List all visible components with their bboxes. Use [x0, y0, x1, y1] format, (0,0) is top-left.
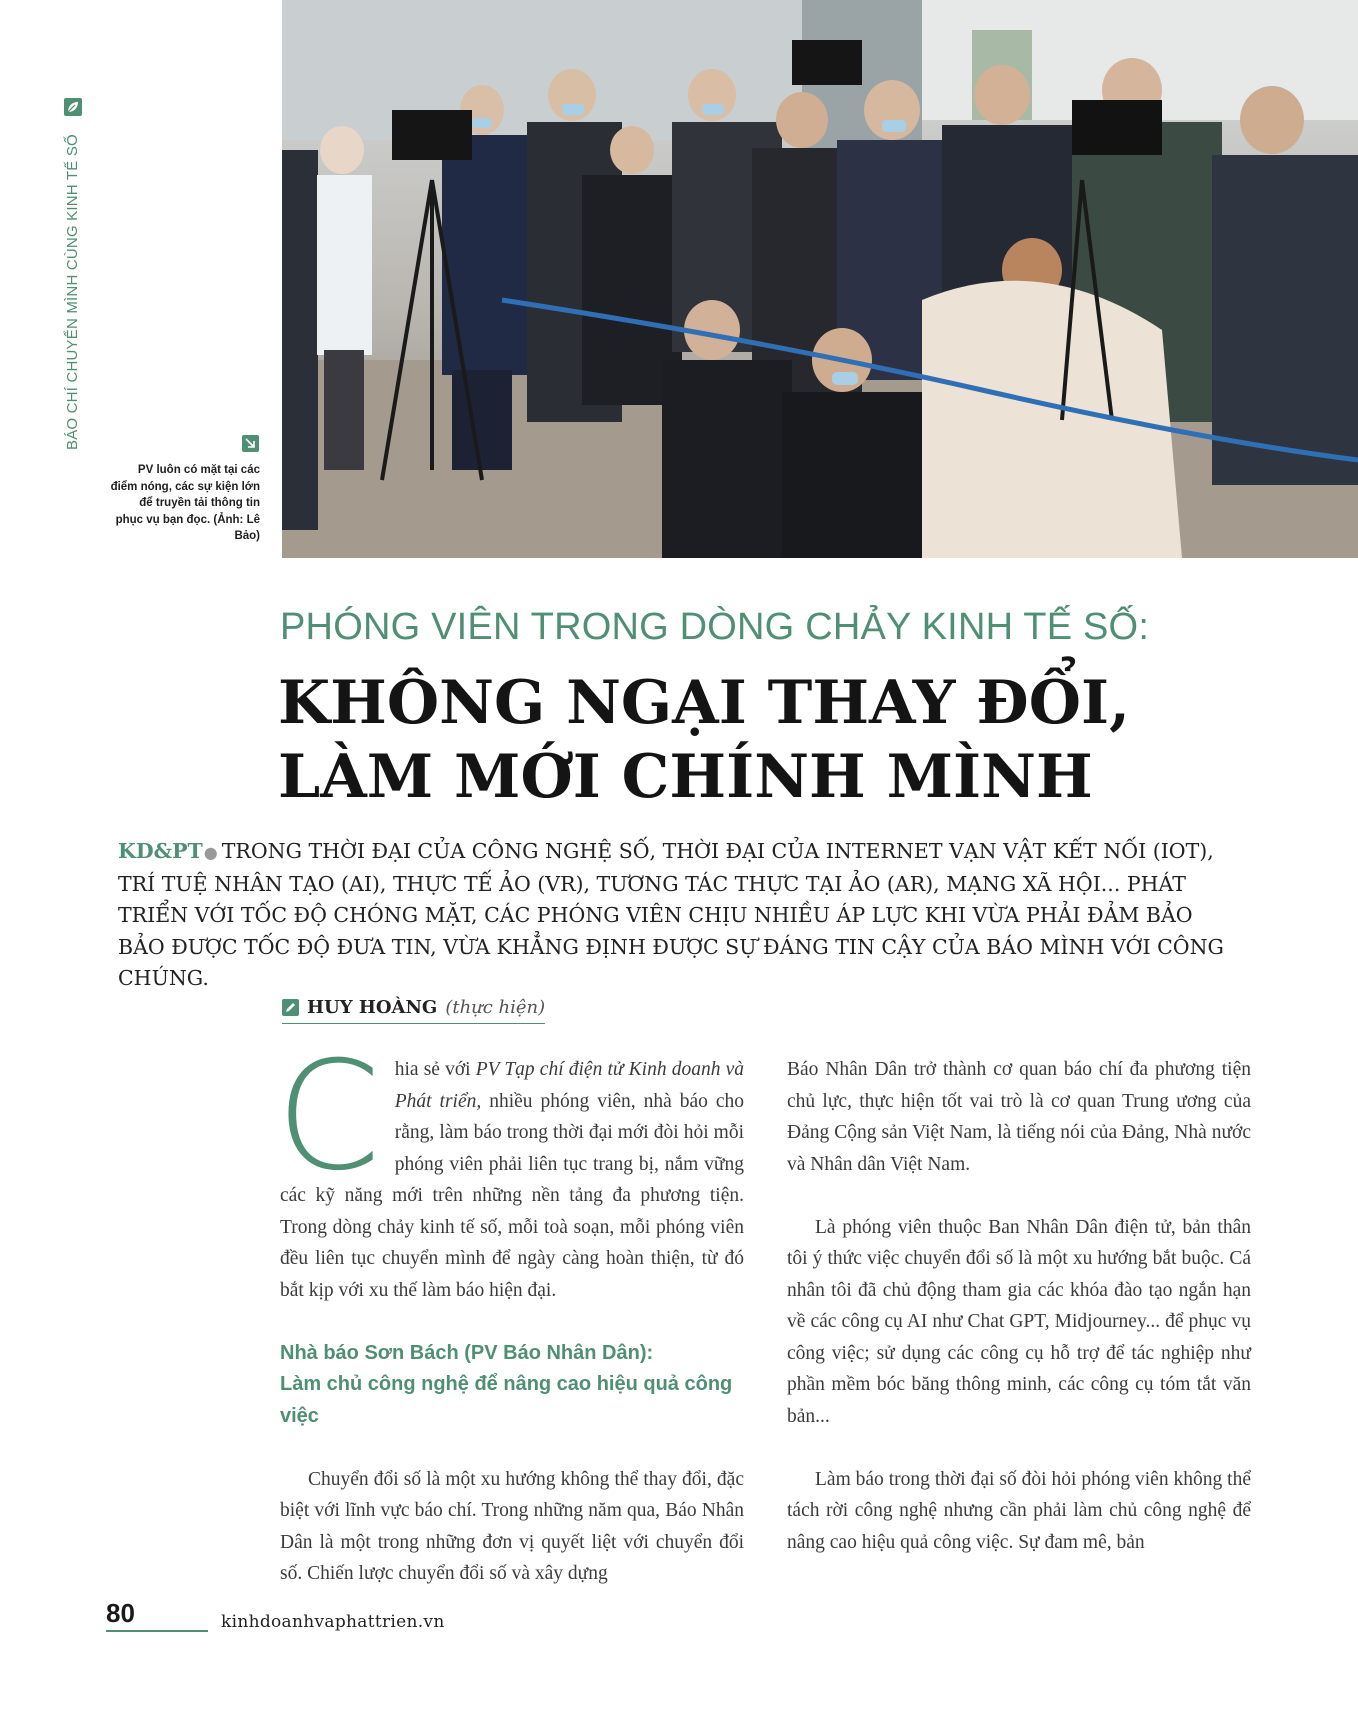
intro-rest: nhiều phóng viên, nhà báo cho rằng, làm báo trong thời đại mới đòi hỏi mỗi phóng viên phải liên tục trang bị, nắm vững các kỹ năng mới trên những nền tảng đa phương tiện. Trong dòng chảy kinh tế số, mỗi toà soạn, mỗi phóng viên đều liên tục chuyển mình để ngày càng hoàn thiện, từ đó bắt kịp với xu thế làm báo hiện đại.	[280, 1090, 744, 1301]
bullet-dot-icon: ●	[203, 843, 218, 862]
author-name: HUY HOÀNG	[307, 996, 438, 1018]
news-photo	[282, 0, 1358, 558]
intro-italic: PV Tạp chí điện tử Kinh doanh và Phát triển,	[394, 1059, 745, 1112]
press-crowd-photo	[282, 0, 1358, 558]
publication-tag: KD&PT	[118, 839, 203, 863]
intro-paragraph	[276, 1030, 745, 1306]
leaf-icon	[64, 98, 82, 116]
body-paragraph-2: Chuyển đổi số là một xu hướng không thể thay đổi, đặc biệt với lĩnh vực báo chí. Trong những năm qua, Báo Nhân Dân là một trong những đơn vị quyết liệt với chuyển đổi số. Chiến lược chuyển đổi số và xây dựng	[280, 1468, 744, 1584]
headline-line-1: KHÔNG NGẠI THAY ĐỔI,	[278, 668, 1130, 738]
drop-cap: C	[276, 1030, 381, 1204]
body-paragraph-5: Làm báo trong thời đại số đòi hỏi phóng viên không thể tách rời công nghệ nhưng cần phải làm chủ công nghệ để nâng cao hiệu quả công việc. Sự đam mê, bản	[787, 1468, 1251, 1553]
article-column-left	[276, 1030, 745, 1590]
body-paragraph-4: Là phóng viên thuộc Ban Nhân Dân điện tử, bản thân tôi ý thức việc chuyển đổi số là một xu hướng bắt buộc. Cá nhân tôi đã chủ động tham gia các khóa đào tạo ngắn hạn về các công cụ AI như Chat GPT, Midjourney... để phục vụ công việc; sử dụng các công cụ hỗ trợ để tác nghiệp như phần mềm bóc băng thông minh, các công cụ tóm tắt văn bản...	[787, 1216, 1251, 1427]
photo-caption: PV luôn có mặt tại các điểm nóng, các sự kiện lớn để truyền tải thông tin phục vụ bạn đọc. (Ảnh: Lê Bảo)	[110, 464, 260, 542]
lead-paragraph	[118, 836, 1228, 995]
subhead-line-2: Làm chủ công nghệ để nâng cao hiệu quả công việc	[280, 1373, 733, 1427]
page-number: 80	[106, 1598, 135, 1628]
headline-kicker: PHÓNG VIÊN TRONG DÒNG CHẢY KINH TẾ SỐ:	[280, 606, 1150, 648]
section-tag: BÁO CHÍ CHUYỂN MÌNH CÙNG KINH TẾ SỐ	[64, 134, 81, 450]
body-paragraph-3: Báo Nhân Dân trở thành cơ quan báo chí đa phương tiện chủ lực, thực hiện tốt vai trò là cơ quan Trung ương của Đảng Cộng sản Việt Nam, là tiếng nói của Đảng, Nhà nước và Nhân dân Việt Nam.	[787, 1059, 1251, 1175]
website-url[interactable]: kinhdoanhvaphattrien.vn	[221, 1612, 445, 1632]
headline-line-2: LÀM MỚI CHÍNH MÌNH	[278, 742, 1093, 812]
interview-subhead	[280, 1338, 744, 1433]
footer-rule	[106, 1630, 208, 1632]
pen-icon	[282, 999, 299, 1016]
lead-text: TRONG THỜI ĐẠI CỦA CÔNG NGHỆ SỐ, THỜI ĐẠI CỦA INTERNET VẠN VẬT KẾT NỐI (IOT), TRÍ TUỆ NHÂN TẠO (AI), THỰC TẾ ẢO (VR), TƯƠNG TÁC THỰC TẠI ẢO (AR), MẠNG XÃ HỘI... PHÁT TRIỂN VỚI TỐC ĐỘ CHÓNG MẶT, CÁC PHÓNG VIÊN CHỊU NHIỀU ÁP LỰC KHI VỪA PHẢI ĐẢM BẢO BẢO ĐƯỢC TỐC ĐỘ ĐƯA TIN, VỪA KHẲNG ĐỊNH ĐƯỢC SỰ ĐÁNG TIN CẬY CỦA BÁO MÌNH VỚI CÔNG CHÚNG.	[118, 839, 1224, 990]
headline-title	[278, 666, 1278, 814]
intro-start: hia sẻ với	[394, 1059, 476, 1080]
byline	[282, 994, 545, 1024]
article-column-right	[787, 1054, 1251, 1558]
arrow-down-right-icon	[242, 435, 259, 452]
author-role: (thực hiện)	[445, 996, 546, 1018]
subhead-line-1: Nhà báo Sơn Bách (PV Báo Nhân Dân):	[280, 1341, 654, 1364]
